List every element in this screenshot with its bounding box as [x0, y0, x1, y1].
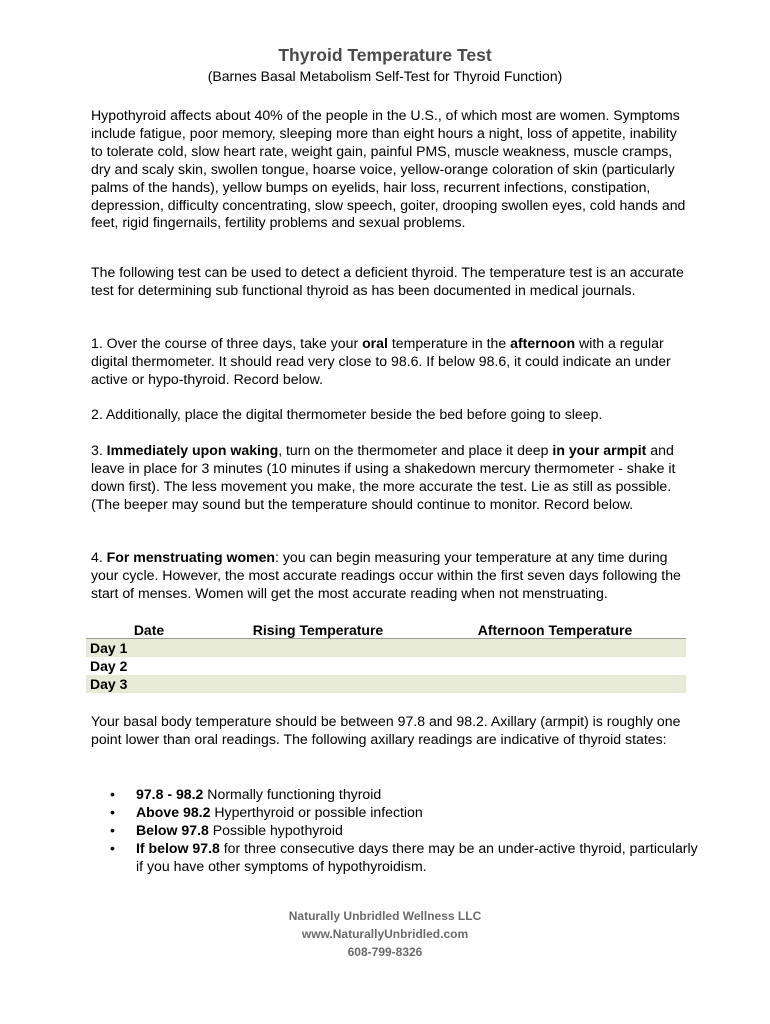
- step-1-text-a: 1. Over the course of three days, take your: [91, 335, 363, 351]
- basal-paragraph: Your basal body temperature should be between 97.8 and 98.2. Axillary (armpit) is roughly one point lower than oral readings. The following axillary readings are indicative of thyroid states:: [91, 713, 681, 747]
- step-1-bold-oral: oral: [362, 335, 388, 351]
- step-1-text-c: temperature in the: [387, 335, 511, 351]
- state-description: Normally functioning thyroid: [203, 786, 382, 802]
- step-1-paragraph: [91, 335, 691, 389]
- rising-cell[interactable]: [212, 657, 424, 675]
- header-afternoon-temperature: Afternoon Temperature: [424, 621, 686, 639]
- header-date: Date: [86, 621, 212, 639]
- state-range: Below 97.8: [136, 821, 209, 838]
- row-day-label: Day 2: [86, 657, 212, 675]
- bullet-icon: •: [110, 786, 115, 802]
- list-item: [110, 840, 700, 876]
- table-row: [86, 639, 686, 658]
- header-rising-temperature: Rising Temperature: [212, 621, 424, 639]
- page-subtitle: (Barnes Basal Metabolism Self-Test for Thyroid Function): [207, 68, 563, 84]
- state-range: If below 97.8: [136, 839, 220, 856]
- row-day-label: Day 1: [86, 639, 212, 658]
- step-3-bold-armpit: in your armpit: [552, 442, 647, 458]
- step-4-text-a: 4.: [91, 549, 107, 565]
- intro-paragraph: Hypothyroid affects about 40% of the people in the U.S., of which most are women. Symptoms include fatigue, poor memory, sleeping more than eight hours a night, loss of appetite, inability to tolerate cold, slow heart rate, weight gain, painful PMS, muscle weakness, muscle cramps, dry and scaly skin, swollen tongue, hoarse voice, yellow-orange coloration of skin (particularly palms of the hands), yellow bumps on eyelids, hair loss, recurrent infections, constipation, depression, difficulty concentrating, slow speech, goiter, drooping swollen eyes, cold hands and feet, rigid fingernails, fertility problems and sexual problems.: [91, 107, 686, 231]
- thyroid-states-list: [110, 786, 700, 876]
- footer-phone: 608-799-8326: [347, 945, 423, 959]
- state-description: Possible hypothyroid: [208, 821, 343, 838]
- state-description: for three consecutive days there may be an under-active thyroid, particularly if you have other symptoms of hypothyroidism.: [136, 839, 698, 874]
- page-title: Thyroid Temperature Test: [278, 45, 492, 65]
- step-4-paragraph: [91, 549, 691, 603]
- test-intro-paragraph: The following test can be used to detect a deficient thyroid. The temperature test is an accurate test for determining sub functional thyroid as has been documented in medical journals.: [91, 264, 684, 298]
- step-2-paragraph: 2. Additionally, place the digital thermometer beside the bed before going to sleep.: [91, 406, 603, 422]
- step-4-bold-women: For menstruating women: [106, 549, 276, 565]
- table-header-row: [86, 621, 686, 639]
- table-row: [86, 657, 686, 675]
- afternoon-cell[interactable]: [424, 639, 686, 658]
- step-3-text-d: and leave in place for 3 minutes (10 minutes if using a shakedown mercury thermometer - shake it down first). The less movement you make, the more accurate the test. Lie as still as possible. (The beeper may sound but the temperature should continue to monitor. Record below.: [91, 442, 676, 512]
- step-3-bold-waking: Immediately upon waking: [106, 442, 279, 458]
- footer-website[interactable]: www.NaturallyUnbridled.com: [301, 927, 469, 941]
- bullet-icon: •: [110, 821, 115, 838]
- step-1-text-d: with a regular digital thermometer. It should read very close to 98.6. If below 98.6, it could indicate an under active or hypo-thyroid. Record below.: [91, 335, 671, 387]
- list-item: [110, 822, 700, 840]
- list-item: [110, 786, 700, 804]
- footer-company: Naturally Unbridled Wellness LLC: [288, 909, 482, 923]
- table-row: [86, 675, 686, 693]
- list-item: [110, 804, 700, 822]
- afternoon-cell[interactable]: [424, 657, 686, 675]
- step-1-bold-afternoon: afternoon: [510, 335, 576, 351]
- step-4-text-c: : you can begin measuring your temperature at any time during your cycle. However, the most accurate readings occur within the first seven days following the start of menses. Women will get the most accurate reading when not menstruating.: [91, 549, 681, 601]
- step-3-text-a: 3.: [91, 442, 107, 458]
- state-range: 97.8 - 98.2: [136, 786, 204, 802]
- row-day-label: Day 3: [86, 675, 212, 693]
- step-3-paragraph: [91, 442, 691, 514]
- bullet-icon: •: [110, 803, 115, 820]
- state-range: Above 98.2: [136, 803, 211, 820]
- state-description: Hyperthyroid or possible infection: [210, 803, 423, 820]
- step-3-text-c: , turn on the thermometer and place it deep: [278, 442, 553, 458]
- temperature-table: [86, 621, 686, 693]
- rising-cell[interactable]: [212, 639, 424, 658]
- afternoon-cell[interactable]: [424, 675, 686, 693]
- bullet-icon: •: [110, 839, 115, 856]
- rising-cell[interactable]: [212, 675, 424, 693]
